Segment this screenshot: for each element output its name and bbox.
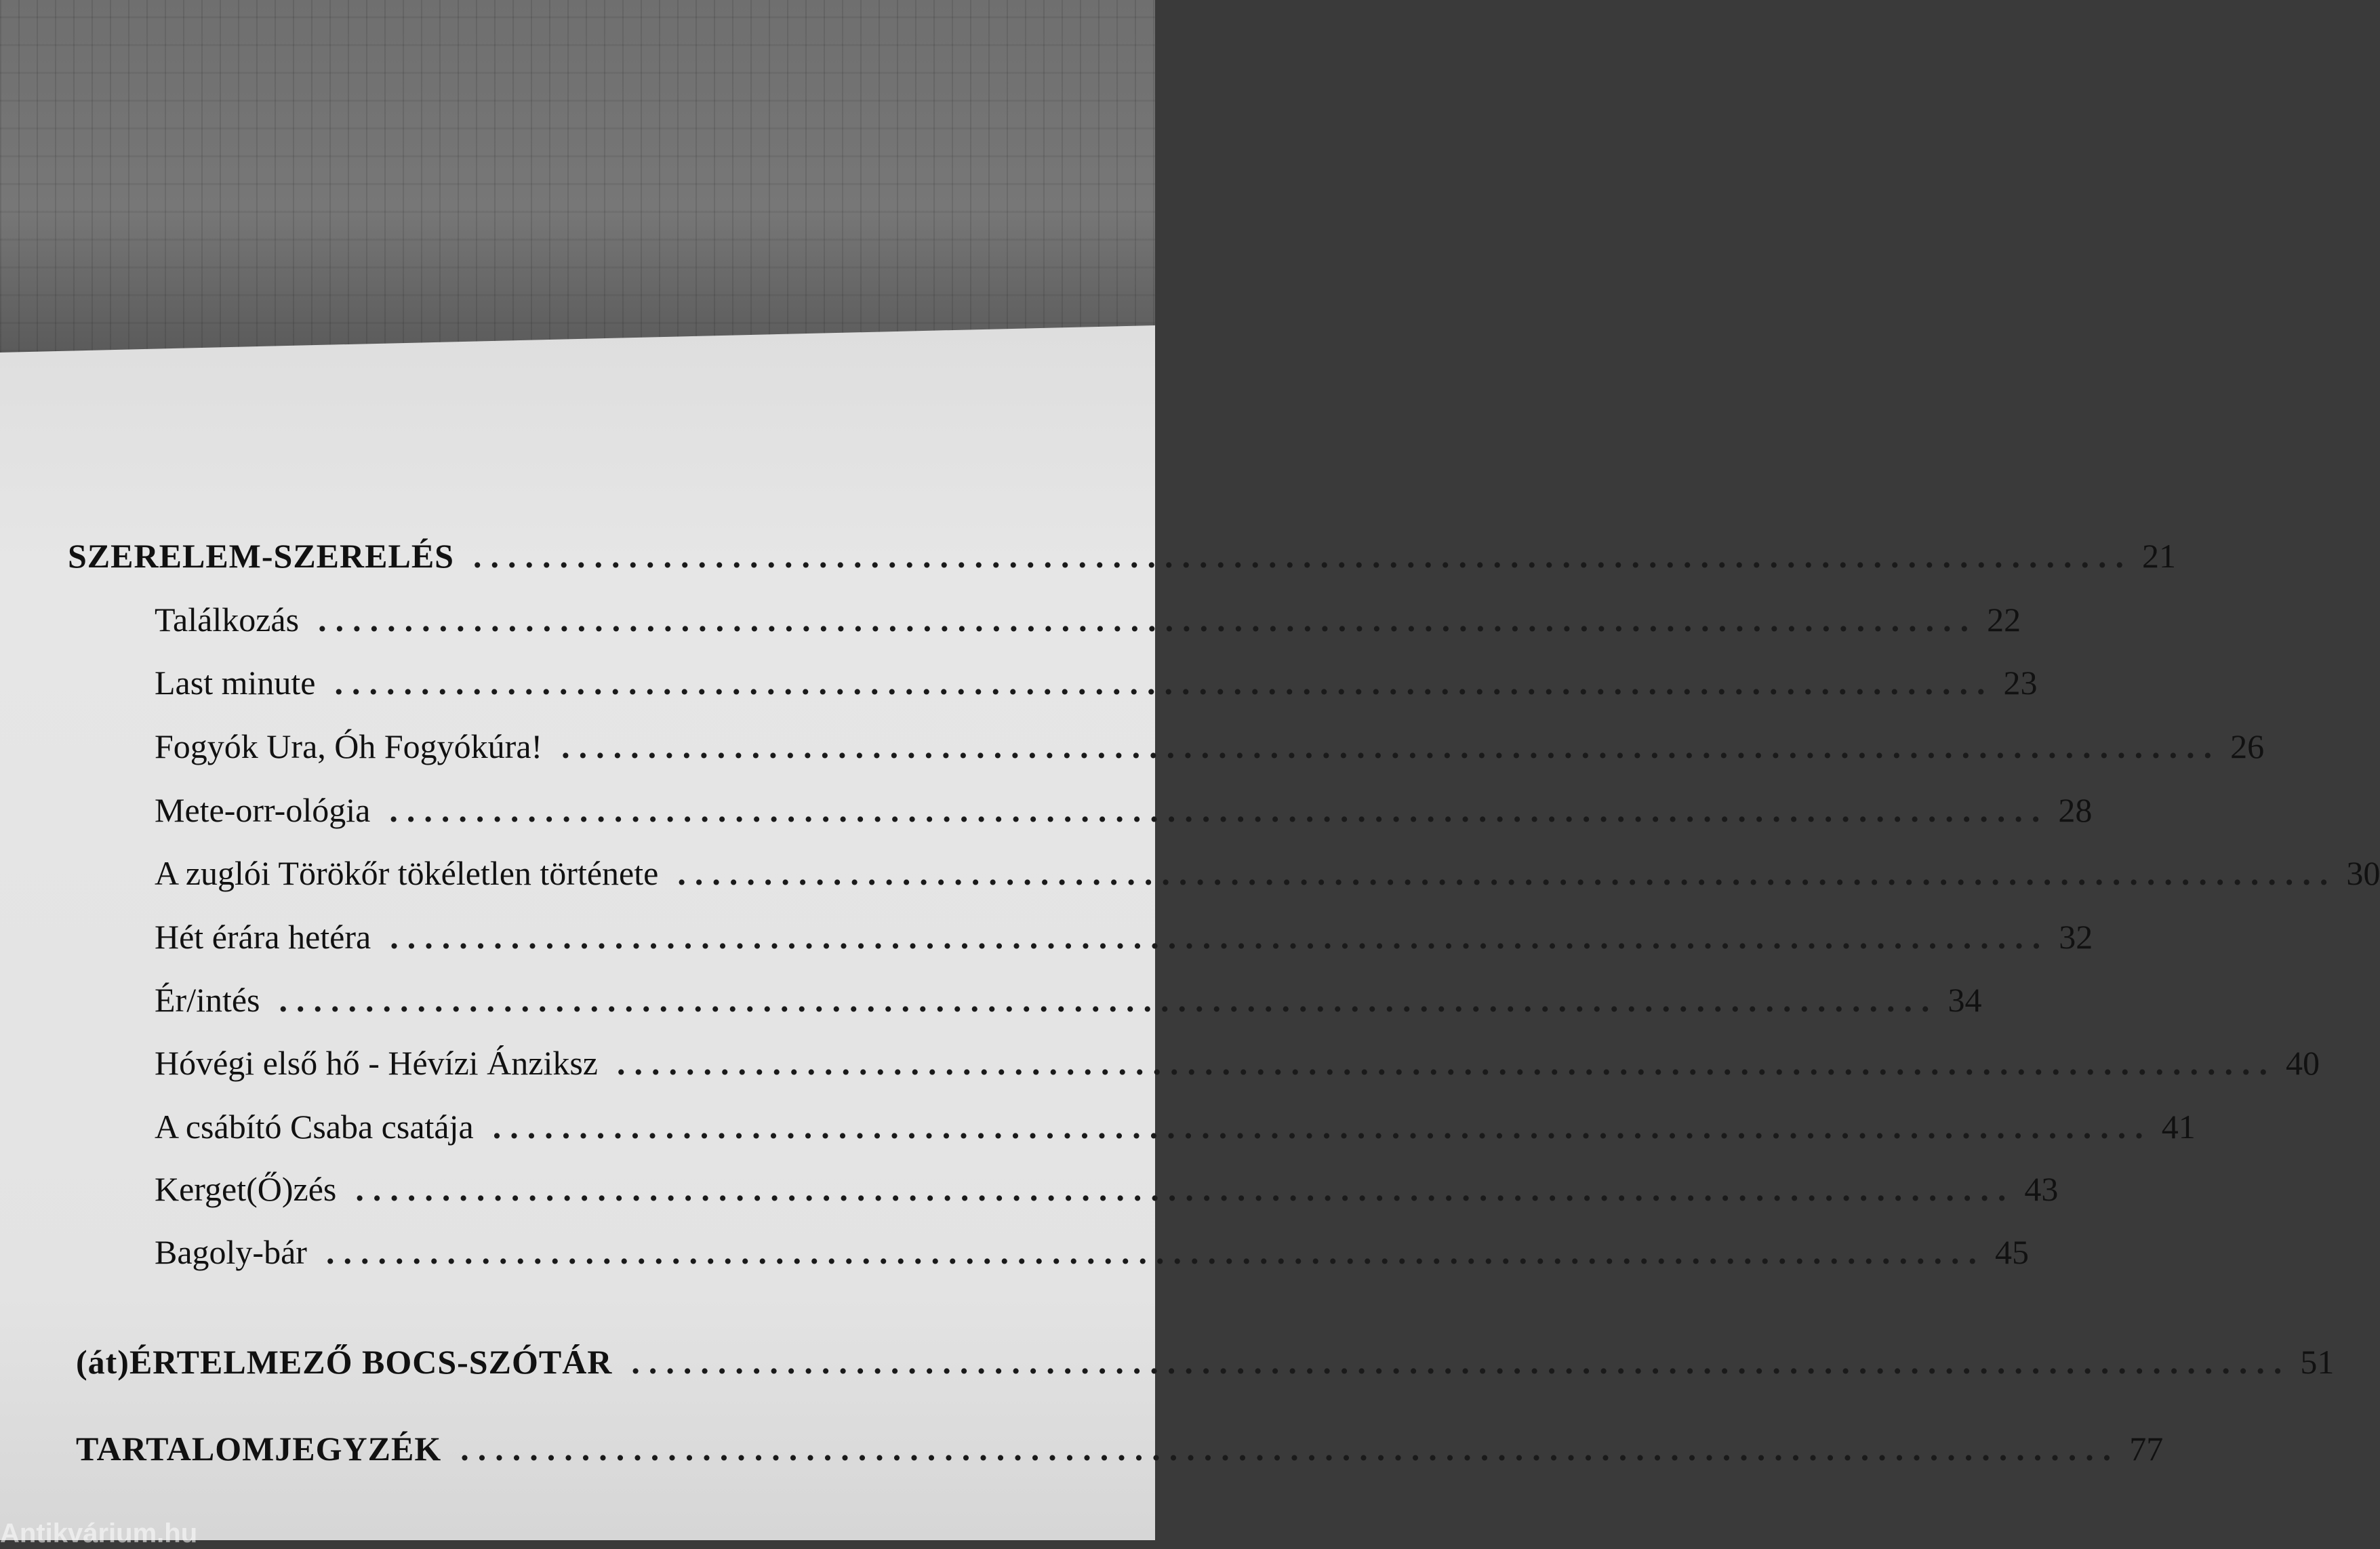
toc-item-title: Kerget(Ő)zés bbox=[155, 1170, 337, 1208]
toc-section-title: TARTALOMJEGYZÉK bbox=[76, 1430, 442, 1468]
leader-dots: ................................................................................................ bbox=[325, 1233, 1985, 1271]
toc-item-title: Hét érára hetéra bbox=[155, 918, 371, 956]
leader-dots: ................................................................................................ bbox=[492, 1108, 2152, 1146]
toc-item bbox=[155, 601, 2021, 639]
toc-item-title: Hóvégi első hő - Hévízi Ánziksz bbox=[155, 1044, 599, 1082]
leader-dots: ................................................................................................ bbox=[390, 918, 2050, 956]
toc-item-title: Bagoly-bár bbox=[155, 1233, 307, 1271]
toc-section-tartalomjegyzek bbox=[76, 1430, 2164, 1468]
toc-item bbox=[155, 1170, 2059, 1208]
toc-item bbox=[155, 791, 2093, 829]
leader-dots: ................................................................................................ bbox=[561, 727, 2221, 765]
watermark: Antikvárium.hu bbox=[0, 1518, 198, 1548]
toc-item-title: Mete-orr-ológia bbox=[155, 791, 371, 829]
toc-page-number: 32 bbox=[2059, 918, 2093, 956]
background-surface bbox=[0, 0, 1155, 380]
toc-item-title: Ér/intés bbox=[155, 981, 260, 1019]
toc-page-number: 51 bbox=[2300, 1343, 2335, 1381]
toc-page-number: 23 bbox=[2003, 664, 2038, 702]
leader-dots: ................................................................................................ bbox=[318, 601, 1978, 639]
toc-item bbox=[155, 1233, 2029, 1271]
leader-dots: ................................................................................................ bbox=[472, 537, 2133, 575]
toc-page-number: 77 bbox=[2129, 1430, 2164, 1468]
toc-item-title: Last minute bbox=[155, 664, 316, 702]
leader-dots: ................................................................................................ bbox=[631, 1343, 2291, 1381]
toc-item bbox=[155, 1044, 2320, 1082]
toc-item bbox=[155, 854, 2380, 892]
toc-page-number: 41 bbox=[2161, 1108, 2196, 1146]
toc-section-szerelem bbox=[68, 537, 2176, 575]
toc-page-number: 45 bbox=[1994, 1233, 2029, 1271]
toc-section-title: (át)ÉRTELMEZŐ BOCS-SZÓTÁR bbox=[76, 1343, 613, 1381]
toc-page-number: 43 bbox=[2024, 1170, 2059, 1208]
toc-section-title: SZERELEM-SZERELÉS bbox=[68, 537, 454, 575]
toc-page-number: 30 bbox=[2346, 854, 2380, 892]
leader-dots: ................................................................................................ bbox=[677, 854, 2337, 892]
toc-page-number: 40 bbox=[2286, 1044, 2320, 1082]
toc-item bbox=[155, 664, 2038, 702]
toc-page-number: 28 bbox=[2058, 791, 2093, 829]
toc-item-title: A zuglói Törökőr tökéletlen története bbox=[155, 854, 659, 892]
toc-page-number: 34 bbox=[1948, 981, 1982, 1019]
toc-section-szotar bbox=[76, 1343, 2335, 1381]
toc-item-title: Fogyók Ura, Óh Fogyókúra! bbox=[155, 727, 543, 765]
leader-dots: ................................................................................................ bbox=[355, 1170, 2015, 1208]
toc-item-title: A csábító Csaba csatája bbox=[155, 1108, 474, 1146]
toc-item bbox=[155, 727, 2265, 765]
toc-item bbox=[155, 981, 1982, 1019]
leader-dots: ................................................................................................ bbox=[334, 664, 1994, 702]
leader-dots: ................................................................................................ bbox=[460, 1430, 2120, 1468]
leader-dots: ................................................................................................ bbox=[389, 791, 2049, 829]
leader-dots: ................................................................................................ bbox=[279, 981, 1939, 1019]
toc-item bbox=[155, 918, 2093, 956]
leader-dots: ................................................................................................ bbox=[617, 1044, 2277, 1082]
toc-page-number: 21 bbox=[2141, 537, 2176, 575]
toc-page-number: 26 bbox=[2230, 727, 2265, 765]
toc-page-number: 22 bbox=[1987, 601, 2021, 639]
toc-item bbox=[155, 1108, 2196, 1146]
toc-item-title: Találkozás bbox=[155, 601, 300, 639]
